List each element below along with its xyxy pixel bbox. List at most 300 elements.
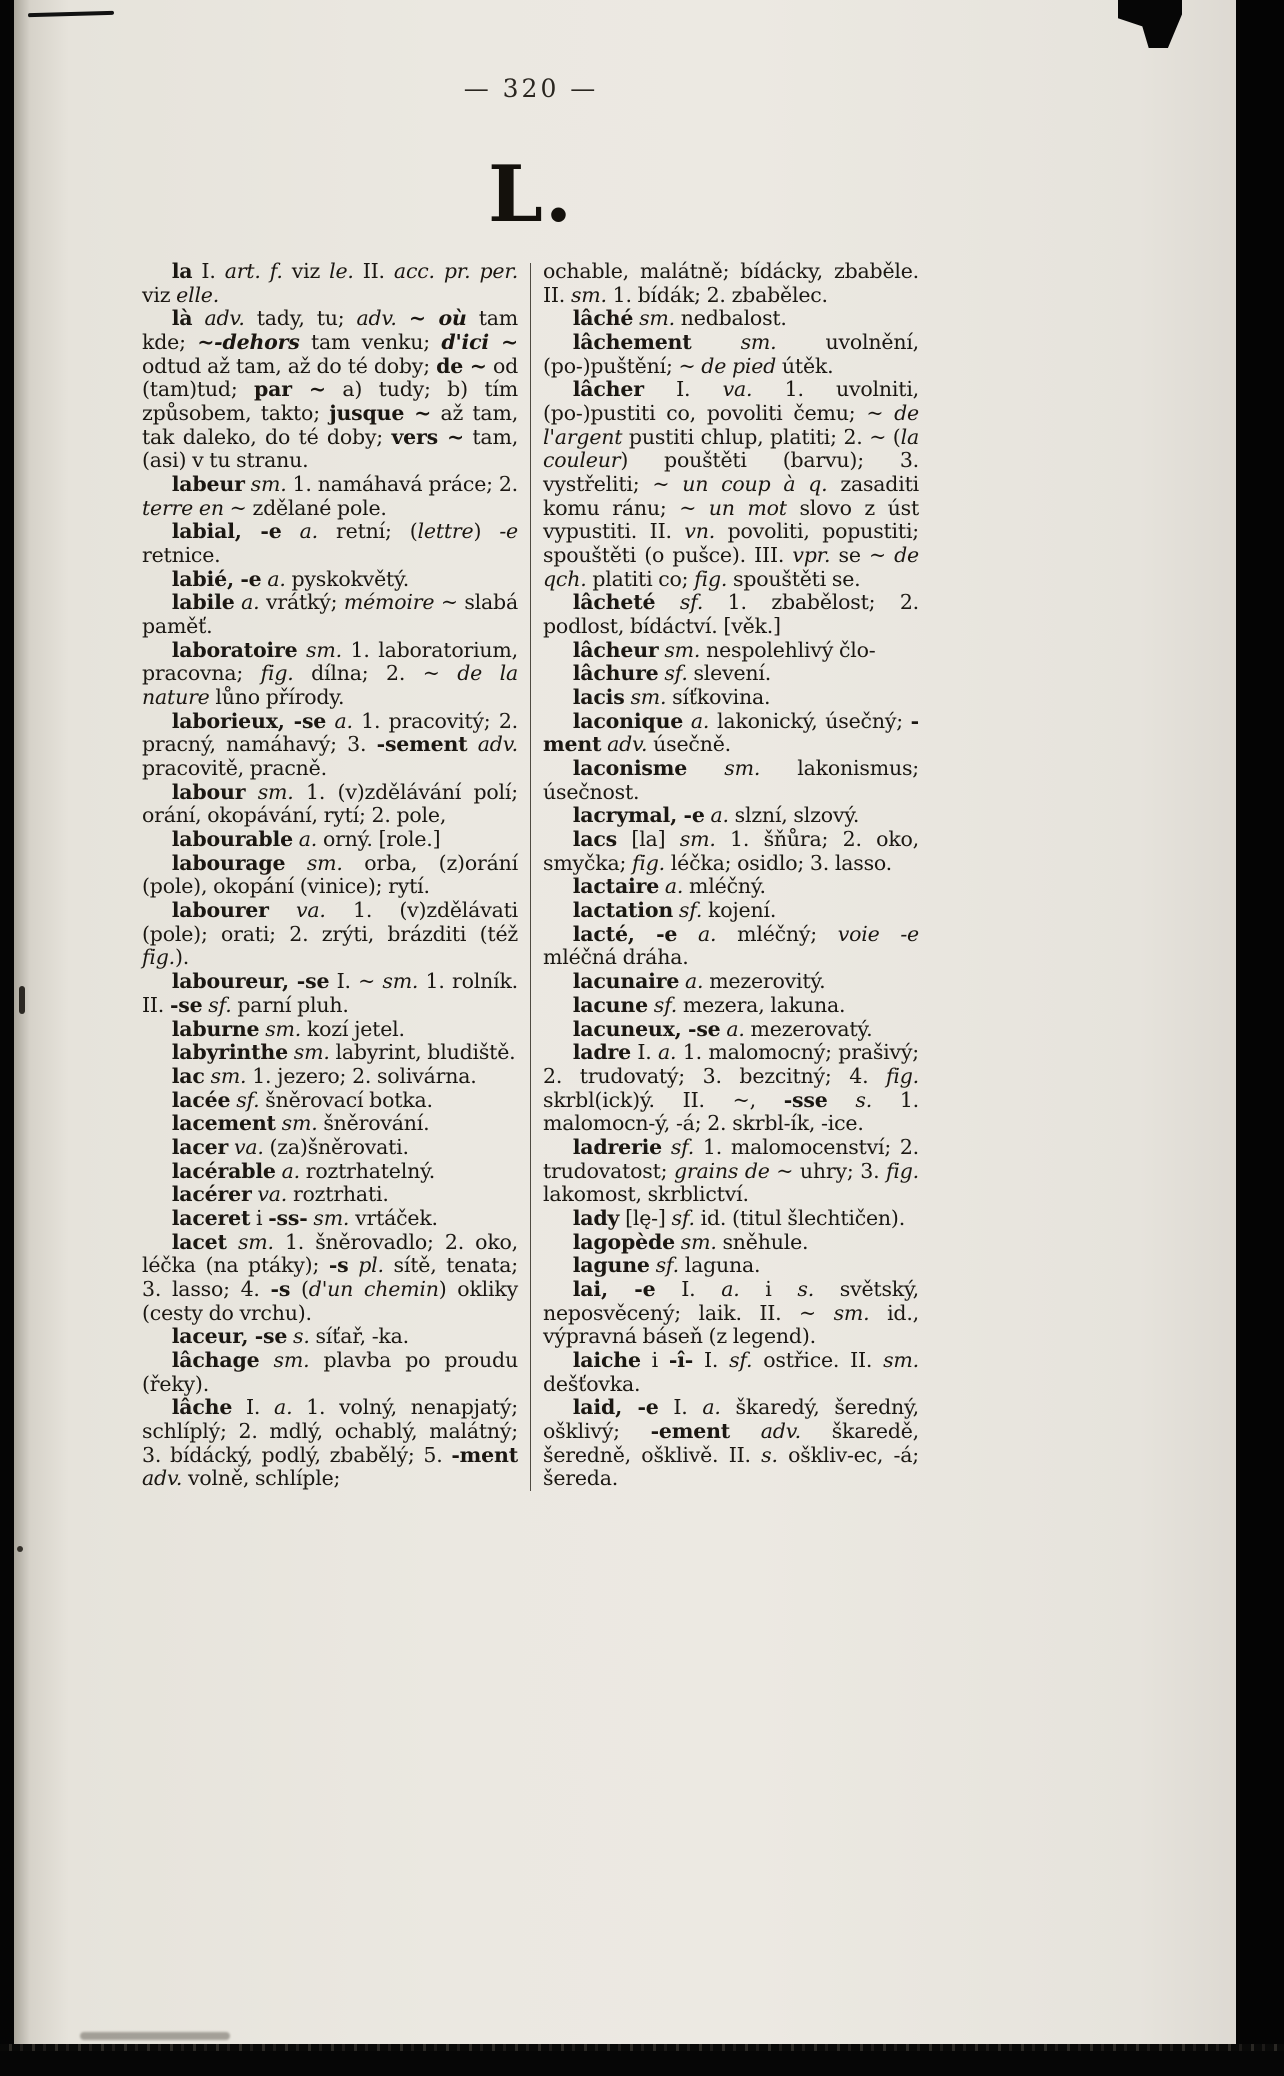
entry-text: 1. malomocenství; 2. trudovatost; — [543, 1134, 919, 1183]
entry-text: odtud až tam, až do té doby; — [142, 353, 437, 378]
entry-text: ) okliky (cesty do vrchu). — [142, 1276, 518, 1325]
entry-text: sf. — [729, 1347, 753, 1372]
headword: lacs — [572, 827, 618, 852]
entry-text: I. — [232, 1395, 275, 1420]
headword: lâcheté — [572, 590, 656, 615]
entry-text: slovo z úst vypustiti. II. — [543, 495, 919, 544]
entry-text: viz — [142, 282, 177, 307]
dictionary-entry — [142, 568, 518, 592]
entry-text: tam, (asi) v tu stranu. — [142, 424, 519, 473]
entry-text: 1. (v)zdělávati (pole); orati; 2. zrýti, brázditi (též — [142, 898, 518, 946]
entry-text: 1. uvolniti, (po-)pustiti co, povoliti čemu; — [543, 377, 919, 426]
dictionary-entry — [543, 757, 919, 804]
scan-right-margin — [1236, 0, 1284, 2076]
entry-text: sm. — [293, 1040, 330, 1065]
entry-text: vrátký; — [259, 590, 344, 615]
entry-text: 1. pracovitý; 2. pracný, namáhavý; 3. — [142, 708, 518, 757]
entry-text: a. — [281, 1158, 300, 1183]
entry-text: adv. — [204, 306, 245, 331]
entry-text: mezerovitý. — [703, 969, 826, 994]
dictionary-entry — [142, 1112, 518, 1136]
entry-text: spouštěti se. — [727, 566, 861, 591]
dictionary-entry — [142, 1136, 518, 1160]
headword: lactaire — [572, 874, 660, 899]
dictionary-entry — [142, 520, 518, 567]
entry-text: adv. — [356, 306, 397, 331]
dictionary-text — [142, 260, 920, 1491]
entry-text: grains de ~ — [673, 1158, 794, 1183]
entry-text: art. f. — [224, 259, 283, 283]
entry-text: id. (titul šlechtičen). — [694, 1205, 906, 1230]
headword: lacis — [572, 685, 625, 710]
entry-text: [lę-] — [619, 1205, 672, 1230]
entry-text: roztrhatelný. — [299, 1158, 436, 1183]
dictionary-entry — [543, 591, 919, 638]
scan-speck — [19, 986, 25, 1014]
headword: par ~ — [254, 377, 326, 402]
entry-text: fig. — [886, 1063, 919, 1088]
scan-bottom-edge — [0, 2044, 1284, 2076]
entry-text: de qch. — [543, 543, 919, 591]
book-page — [14, 0, 1236, 2076]
entry-text: mezerovatý. — [744, 1016, 873, 1041]
dictionary-entry — [142, 473, 518, 520]
entry-text: ). — [174, 945, 190, 970]
entry-text — [683, 709, 691, 733]
entry-text: škaredý, šeredný, ošklivý; — [543, 1395, 919, 1443]
headword: labial, -e — [171, 519, 282, 544]
entry-text — [828, 1088, 856, 1112]
column-right — [543, 260, 919, 1491]
headword: laboratoire — [171, 637, 298, 662]
entry-text: sněhule. — [716, 1229, 809, 1254]
entry-text: 1. volný, nenapjatý; schlíplý; 2. mdlý, ochablý, malátný; 3. bídácký, podlý, zbabělý; 5. — [142, 1395, 518, 1467]
entry-text: s. — [855, 1087, 873, 1112]
entry-text: I. ~ — [329, 969, 383, 994]
entry-text: 1. jezero; 2. solivárna. — [246, 1063, 477, 1088]
dictionary-entry — [142, 1065, 518, 1089]
entry-text: retnice. — [142, 543, 221, 568]
headword: lagopède — [572, 1229, 675, 1254]
entry-text: platiti co; — [586, 566, 695, 591]
entry-text — [692, 330, 741, 354]
dictionary-entry — [142, 260, 518, 307]
entry-text: ~ où — [408, 306, 467, 331]
entry-text: sm. — [306, 850, 343, 875]
dictionary-entry — [142, 307, 518, 473]
entry-text: I. — [658, 1395, 703, 1420]
dictionary-entry — [543, 1231, 919, 1255]
dictionary-entry — [543, 331, 919, 378]
headword: labeur — [171, 472, 245, 497]
entry-text: 1. bídák; 2. zbabělec. — [606, 282, 828, 307]
headword: ladre — [572, 1040, 631, 1065]
headword: -î- — [668, 1347, 694, 1372]
entry-text: sm. — [680, 1229, 717, 1254]
dictionary-entry — [142, 1325, 518, 1349]
entry-text: ~ un coup à q. — [652, 472, 828, 497]
headword: -ement — [650, 1418, 731, 1443]
entry-text: orba, (z)orání (pole), okopání (vinice); rytí. — [142, 850, 518, 899]
entry-text: a. — [241, 590, 260, 615]
entry-text: a) tudy; b) tím způsobem, takto; — [142, 377, 518, 426]
entry-text: sm. — [313, 1205, 350, 1230]
dictionary-entry — [543, 1396, 919, 1491]
headword: laburne — [171, 1016, 260, 1041]
entry-text: fig. — [260, 661, 294, 686]
entry-text: i — [739, 1276, 798, 1301]
dictionary-entry — [543, 875, 919, 899]
entry-text: sm. — [306, 637, 342, 662]
entry-text: le. — [329, 259, 354, 283]
entry-text: fig. — [632, 850, 665, 875]
headword: lacérer — [171, 1182, 252, 1207]
entry-text: acc. pr. per. — [393, 259, 519, 283]
entry-text: lůno přírody. — [209, 685, 345, 710]
entry-text: s. — [761, 1442, 778, 1467]
scan-bottom-speckle — [0, 2044, 1284, 2051]
entry-text: až tam, tak daleko, do té doby; — [142, 401, 519, 449]
entry-text: kojení. — [702, 898, 777, 923]
headword: lagune — [572, 1253, 650, 1278]
headword: lacuneux, -se — [572, 1016, 721, 1041]
column-left — [142, 260, 518, 1491]
entry-text — [269, 898, 296, 922]
entry-text: sm. — [250, 472, 287, 497]
headword: lâche — [171, 1395, 233, 1420]
dictionary-entry — [142, 970, 518, 1017]
entry-text: a. — [299, 519, 318, 544]
headword: lâcheur — [572, 637, 659, 662]
entry-text: sm. — [724, 756, 761, 781]
entry-text: síťkovina. — [666, 685, 771, 710]
entry-text: ( — [290, 1276, 309, 1301]
entry-text: léčka; osidlo; 3. lasso. — [664, 850, 892, 875]
entry-text: i — [640, 1347, 669, 1372]
dictionary-entry — [543, 1349, 919, 1396]
entry-text — [259, 1348, 273, 1372]
entry-text: adv. — [477, 732, 518, 757]
headword: lâchure — [572, 661, 659, 686]
entry-text: uhry; 3. — [793, 1158, 887, 1183]
dictionary-entry — [142, 591, 518, 638]
entry-text: sm. — [257, 779, 294, 804]
entry-text: va. — [257, 1182, 288, 1207]
dictionary-entry — [142, 1018, 518, 1042]
entry-text: va. — [296, 898, 326, 923]
entry-text — [349, 1253, 359, 1277]
entry-text: tam venku; — [299, 330, 442, 355]
headword: laceur, -se — [171, 1324, 288, 1349]
entry-text: lakomost, skrblictví. — [543, 1182, 749, 1207]
entry-text: síťař, -ka. — [309, 1324, 409, 1349]
entry-text: 1. laboratorium, pracovna; — [142, 637, 518, 686]
entry-text: la couleur — [543, 424, 919, 473]
entry-text: a. — [702, 1395, 721, 1420]
headword: lâché — [572, 306, 634, 331]
entry-text: a. — [298, 827, 318, 852]
entry-text: sítě, tenata; 3. lasso; 4. — [142, 1253, 518, 1301]
entry-text: sf. — [664, 661, 688, 686]
headword: lâchage — [171, 1347, 260, 1372]
entry-text: 1. šněrovadlo; 2. oko, léčka (na ptáky); — [142, 1229, 518, 1278]
entry-text: viz — [282, 259, 330, 283]
entry-text: sf. — [679, 590, 704, 615]
entry-text: a. — [664, 874, 684, 899]
entry-text: ) — [473, 519, 500, 544]
entry-text: vn. — [684, 519, 716, 544]
entry-text: labyrint, bludiště. — [329, 1040, 516, 1065]
entry-text — [245, 780, 257, 804]
headword: lai, -e — [572, 1276, 656, 1301]
entry-text: sm. — [679, 827, 716, 852]
entry-text: pyskokvětý. — [285, 566, 410, 591]
headword: lacune — [572, 992, 648, 1017]
entry-text: s. — [293, 1324, 310, 1349]
entry-text: a. — [710, 803, 729, 828]
dictionary-entry — [142, 1396, 518, 1491]
headword: labyrinthe — [171, 1040, 288, 1065]
entry-text: kozí jetel. — [301, 1016, 405, 1041]
entry-text: a. — [685, 969, 704, 994]
entry-text: pustiti chlup, platiti; 2. ~ ( — [622, 424, 901, 449]
entry-text: roztrhati. — [287, 1182, 389, 1207]
dictionary-entry — [543, 994, 919, 1018]
entry-text: mémoire ~ — [343, 590, 458, 615]
headword: lacée — [171, 1087, 231, 1112]
dictionary-entry — [142, 828, 518, 852]
dictionary-entry — [543, 307, 919, 331]
entry-text: šněrování. — [317, 1111, 430, 1136]
entry-text — [655, 590, 680, 614]
entry-text: 1. (v)zdělávání polí; orání, okopávání, rytí; 2. pole, — [142, 779, 518, 828]
entry-text: adv. — [142, 1466, 183, 1491]
headword: -ment — [451, 1442, 518, 1467]
headword: lacer — [171, 1134, 229, 1159]
entry-text: sm. — [382, 969, 419, 994]
entry-text: uvolnění, (po-)puštění; — [543, 330, 919, 378]
entry-text: sm. — [281, 1111, 318, 1136]
entry-text: sf. — [236, 1087, 260, 1112]
dictionary-entry — [142, 639, 518, 710]
entry-text — [730, 1419, 761, 1443]
headword: labié, -e — [171, 566, 262, 591]
entry-text: sf. — [671, 1205, 695, 1230]
entry-text: I. — [643, 377, 723, 402]
headword: lacté, -e — [572, 921, 678, 946]
headword: -ment — [543, 708, 919, 757]
entry-text: retní; ( — [317, 519, 418, 544]
dictionary-entry — [543, 639, 919, 663]
entry-text: mléčná dráha. — [543, 945, 689, 970]
headword: labourable — [171, 827, 293, 852]
entry-text: (za)šněrovati. — [263, 1134, 409, 1159]
entry-text: I. — [192, 259, 225, 283]
entry-text: i — [250, 1205, 269, 1230]
entry-text: terre en ~ — [142, 495, 247, 520]
entry-text: plavba po proudu (řeky). — [142, 1347, 518, 1396]
entry-text — [192, 306, 204, 330]
entry-text: sm. — [740, 330, 777, 355]
entry-text: a. — [690, 708, 710, 733]
entry-text: [la] — [617, 827, 680, 852]
entry-text: -e — [499, 519, 518, 544]
entry-text: se ~ — [830, 543, 895, 568]
entry-text: a. — [274, 1395, 293, 1420]
entry-text: a. — [267, 566, 286, 591]
headword: lâcher — [572, 377, 644, 402]
headword: laboureur, -se — [171, 969, 330, 994]
dictionary-entry — [142, 1160, 518, 1184]
entry-text: sf. — [655, 1253, 679, 1278]
entry-text: sm. — [664, 637, 701, 662]
entry-text: voie -e — [837, 921, 919, 946]
headword: -sse — [783, 1087, 828, 1112]
dictionary-entry — [142, 1183, 518, 1207]
entry-text: škaredě, šeredně, ošklivě. II. — [543, 1418, 919, 1467]
entry-text: va. — [233, 1134, 264, 1159]
dictionary-entry — [543, 1278, 919, 1349]
entry-text: II. — [353, 259, 394, 283]
entry-text: ~ un mot — [679, 495, 787, 520]
dictionary-entry — [543, 1254, 919, 1278]
dictionary-entry — [543, 686, 919, 710]
entry-text: s. — [797, 1276, 815, 1301]
dictionary-entry — [543, 378, 919, 591]
entry-text: 1. namáhavá práce; 2. — [286, 472, 518, 497]
headword: lâchement — [572, 330, 692, 355]
section-letter: L. — [488, 149, 574, 240]
entry-text: fig. — [886, 1158, 919, 1183]
entry-text: fig. — [694, 566, 728, 591]
headword: lacrymal, -e — [572, 803, 705, 828]
entry-text — [227, 1230, 238, 1254]
dictionary-entry — [543, 804, 919, 828]
entry-text: oškliv-ec, -á; šereda. — [543, 1442, 920, 1491]
entry-text — [285, 851, 306, 875]
headword: -se — [169, 992, 203, 1017]
entry-text: mléčný; — [716, 921, 838, 946]
dictionary-entry — [543, 710, 919, 757]
entry-text: sm. — [630, 685, 667, 710]
dictionary-entry — [543, 970, 919, 994]
entry-text: orný. [role.] — [317, 827, 441, 852]
headword: la — [171, 259, 193, 283]
entry-text: ~ de l'argent — [543, 401, 919, 449]
column-divider — [530, 263, 531, 1491]
entry-text: útěk. — [776, 353, 834, 378]
entry-text: id., výpravná báseň (z legend). — [543, 1300, 919, 1349]
entry-text: d'un chemin — [308, 1276, 439, 1301]
dictionary-entry — [142, 1041, 518, 1065]
headword: -sement — [376, 732, 468, 757]
entry-text: dešťovka. — [543, 1371, 641, 1396]
headword: ladrerie — [572, 1134, 662, 1159]
entry-text — [687, 756, 724, 780]
entry-text: ochable, malátně; bídácky, zbaběle. II. — [543, 259, 919, 307]
entry-text: sf. — [208, 992, 232, 1017]
entry-text — [467, 732, 477, 756]
entry-text: mléčný. — [683, 874, 766, 899]
entry-text: a. — [658, 1040, 677, 1065]
headword: lac — [171, 1063, 205, 1088]
entry-text: lakonismus; úsečnost. — [543, 756, 919, 804]
entry-text: 1. zbabělost; 2. podlost, bídáctví. [věk.] — [543, 590, 919, 639]
entry-text: I. — [655, 1276, 722, 1301]
entry-text: sm. — [210, 1063, 247, 1088]
entry-text: úsečně. — [647, 732, 731, 757]
entry-text: od (tam)tud; — [142, 353, 519, 402]
entry-text: 1. rolník. II. — [142, 969, 519, 1017]
headword: laconique — [572, 708, 684, 733]
headword: laconisme — [572, 756, 688, 781]
dictionary-entry — [142, 710, 518, 781]
entry-text: I. — [693, 1347, 730, 1372]
entry-text: adv. — [607, 732, 648, 757]
entry-text: pl. — [358, 1253, 384, 1278]
entry-text — [677, 922, 698, 946]
dictionary-entry — [142, 852, 518, 899]
entry-text: a. — [721, 1276, 740, 1301]
entry-text — [297, 638, 306, 662]
entry-text — [662, 1135, 671, 1159]
entry-text: povoliti, popustiti; spouštěti (o pušce). III. — [543, 519, 920, 568]
entry-text: 1. malomocný; prašivý; 2. trudovatý; 3. bezcitný; 4. — [543, 1040, 919, 1088]
entry-text: elle. — [176, 282, 220, 307]
dictionary-entry — [142, 1207, 518, 1231]
entry-text: sm. — [570, 282, 607, 307]
entry-text: vrtáček. — [349, 1205, 438, 1230]
entry-text: ~ de la nature — [142, 661, 519, 710]
entry-text: laguna. — [678, 1253, 761, 1278]
entry-text: pracovitě, pracně. — [142, 756, 327, 781]
dictionary-entry — [543, 1018, 919, 1042]
entry-text: lettre — [417, 519, 474, 544]
headword: -s — [270, 1276, 291, 1301]
dictionary-entry — [142, 899, 518, 970]
entry-text: sm. — [639, 306, 675, 331]
entry-text: sm. — [273, 1347, 310, 1372]
dictionary-entry — [543, 662, 919, 686]
entry-text: va. — [722, 377, 753, 402]
headword: labourage — [171, 850, 286, 875]
entry-text: fig. — [142, 945, 175, 970]
entry-text: slabá paměť. — [142, 590, 518, 639]
headword: labile — [171, 590, 235, 615]
headword: vers ~ — [391, 424, 464, 449]
dictionary-entry — [543, 1041, 919, 1136]
headword: lady — [572, 1205, 620, 1230]
headword: lacérable — [171, 1158, 276, 1183]
entry-text: šněrovací botka. — [259, 1087, 433, 1112]
entry-text: skrbl(ick)ý. II. ~, — [543, 1087, 784, 1112]
headword: laiche — [572, 1347, 641, 1372]
entry-text: I. — [630, 1040, 659, 1065]
headword: jusque ~ — [329, 401, 432, 426]
headword: de ~ — [436, 353, 487, 378]
dictionary-entry — [142, 1349, 518, 1396]
entry-text: vpr. — [792, 543, 831, 568]
entry-text: sm. — [237, 1229, 274, 1254]
page-number: — 320 — — [463, 74, 599, 103]
entry-text: a. — [726, 1016, 745, 1041]
dictionary-entry — [543, 828, 919, 875]
dictionary-entry — [543, 260, 919, 307]
headword: laborieux, -se — [171, 708, 327, 733]
headword: labourer — [171, 898, 269, 923]
entry-text: sf. — [653, 992, 678, 1017]
entry-text — [397, 306, 409, 330]
